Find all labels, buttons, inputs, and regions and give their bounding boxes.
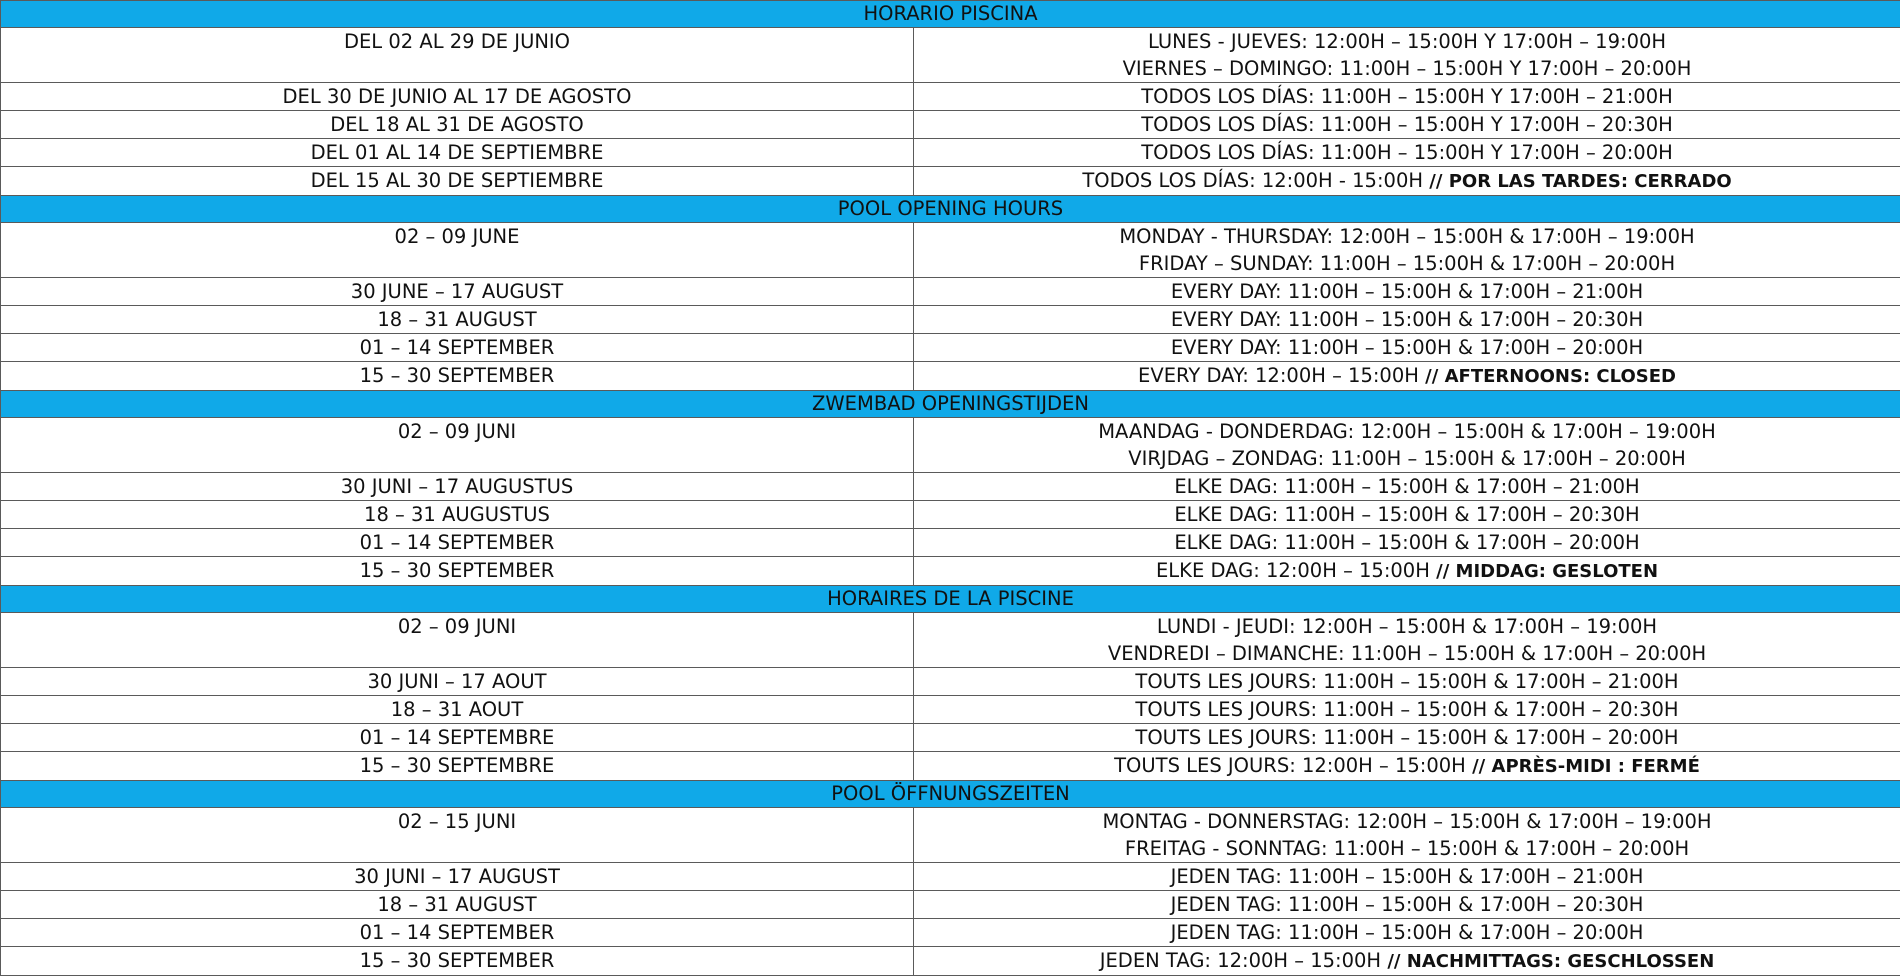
table-row: [1, 83, 1900, 111]
hours-line: [914, 55, 1900, 82]
hours-line: [914, 111, 1900, 138]
date-range-cell: DEL 02 AL 29 DE JUNIO: [1, 28, 914, 83]
date-range-cell: 15 – 30 SEPTEMBER: [1, 557, 914, 586]
hours-line: [914, 139, 1900, 166]
hours-line: [914, 613, 1900, 640]
hours-text: ELKE DAG: 12:00H – 15:00H: [1156, 559, 1430, 582]
hours-text: TOUTS LES JOURS: 11:00H – 15:00H & 17:00H – 20:00H: [1135, 726, 1678, 749]
table-row: [1, 501, 1900, 529]
table-row: [1, 752, 1900, 781]
hours-line: [914, 362, 1900, 390]
table-row: [1, 808, 1900, 863]
hours-line: [914, 724, 1900, 751]
closure-note: // MIDDAG: GESLOTEN: [1430, 561, 1658, 582]
hours-text: MAANDAG - DONDERDAG: 12:00H – 15:00H & 17:00H – 19:00H: [1098, 420, 1716, 443]
hours-line: [914, 250, 1900, 277]
date-range-cell: 30 JUNE – 17 AUGUST: [1, 278, 914, 306]
hours-cell: [914, 278, 1900, 306]
hours-line: [914, 919, 1900, 946]
hours-line: [914, 808, 1900, 835]
hours-text: JEDEN TAG: 11:00H – 15:00H & 17:00H – 21:00H: [1171, 865, 1644, 888]
hours-text: JEDEN TAG: 11:00H – 15:00H & 17:00H – 20:30H: [1171, 893, 1644, 916]
hours-cell: [914, 724, 1900, 752]
hours-line: [914, 863, 1900, 890]
hours-cell: [914, 947, 1900, 976]
date-range-cell: DEL 01 AL 14 DE SEPTIEMBRE: [1, 139, 914, 167]
table-row: [1, 223, 1900, 278]
hours-text: ELKE DAG: 11:00H – 15:00H & 17:00H – 20:30H: [1174, 503, 1639, 526]
hours-line: [914, 696, 1900, 723]
hours-cell: [914, 139, 1900, 167]
hours-line: [914, 529, 1900, 556]
table-row: [1, 111, 1900, 139]
date-range-cell: 18 – 31 AUGUST: [1, 306, 914, 334]
closure-note: // AFTERNOONS: CLOSED: [1419, 366, 1676, 387]
date-range-cell: 02 – 09 JUNI: [1, 613, 914, 668]
closure-note: // APRÈS-MIDI : FERMÉ: [1466, 756, 1700, 777]
section-heading: POOL OPENING HOURS: [1, 196, 1900, 223]
hours-line: [914, 28, 1900, 55]
date-range-cell: DEL 18 AL 31 DE AGOSTO: [1, 111, 914, 139]
hours-text: TODOS LOS DÍAS: 11:00H – 15:00H Y 17:00H – 20:00H: [1141, 141, 1673, 164]
hours-cell: [914, 473, 1900, 501]
section-header-row: [1, 1, 1900, 28]
hours-line: [914, 83, 1900, 110]
hours-text: EVERY DAY: 12:00H – 15:00H: [1138, 364, 1419, 387]
hours-cell: [914, 891, 1900, 919]
table-row: [1, 306, 1900, 334]
table-row: [1, 529, 1900, 557]
date-range-cell: 01 – 14 SEPTEMBER: [1, 529, 914, 557]
hours-text: LUNDI - JEUDI: 12:00H – 15:00H & 17:00H – 19:00H: [1157, 615, 1657, 638]
hours-line: [914, 167, 1900, 195]
table-row: [1, 278, 1900, 306]
hours-cell: [914, 808, 1900, 863]
date-range-cell: 15 – 30 SEPTEMBER: [1, 947, 914, 976]
hours-cell: [914, 501, 1900, 529]
hours-cell: [914, 696, 1900, 724]
section-heading: ZWEMBAD OPENINGSTIJDEN: [1, 391, 1900, 418]
hours-line: [914, 891, 1900, 918]
hours-cell: [914, 752, 1900, 781]
date-range-cell: 18 – 31 AUGUSTUS: [1, 501, 914, 529]
hours-text: TOUTS LES JOURS: 11:00H – 15:00H & 17:00H – 20:30H: [1135, 698, 1678, 721]
hours-text: ELKE DAG: 11:00H – 15:00H & 17:00H – 20:00H: [1174, 531, 1639, 554]
hours-text: TODOS LOS DÍAS: 11:00H – 15:00H Y 17:00H – 20:30H: [1141, 113, 1673, 136]
date-range-cell: 02 – 09 JUNE: [1, 223, 914, 278]
hours-text: TODOS LOS DÍAS: 12:00H - 15:00H: [1082, 169, 1423, 192]
table-row: [1, 167, 1900, 196]
pool-hours-table-body: [1, 1, 1900, 976]
table-row: [1, 473, 1900, 501]
hours-line: [914, 278, 1900, 305]
hours-text: ELKE DAG: 11:00H – 15:00H & 17:00H – 21:00H: [1174, 475, 1639, 498]
date-range-cell: 18 – 31 AUGUST: [1, 891, 914, 919]
section-heading: HORARIO PISCINA: [1, 1, 1900, 28]
closure-note: // NACHMITTAGS: GESCHLOSSEN: [1381, 951, 1714, 972]
section-heading: HORAIRES DE LA PISCINE: [1, 586, 1900, 613]
hours-line: [914, 947, 1900, 975]
hours-text: MONDAY - THURSDAY: 12:00H – 15:00H & 17:00H – 19:00H: [1119, 225, 1694, 248]
section-header-row: [1, 196, 1900, 223]
hours-line: [914, 501, 1900, 528]
table-row: [1, 362, 1900, 391]
date-range-cell: 02 – 09 JUNI: [1, 418, 914, 473]
hours-line: [914, 223, 1900, 250]
table-row: [1, 947, 1900, 976]
hours-text: LUNES - JUEVES: 12:00H – 15:00H Y 17:00H – 19:00H: [1148, 30, 1666, 53]
date-range-cell: 01 – 14 SEPTEMBRE: [1, 724, 914, 752]
hours-text: FRIDAY – SUNDAY: 11:00H – 15:00H & 17:00H – 20:00H: [1139, 252, 1675, 275]
table-row: [1, 668, 1900, 696]
date-range-cell: 01 – 14 SEPTEMBER: [1, 334, 914, 362]
section-header-row: [1, 391, 1900, 418]
hours-line: [914, 445, 1900, 472]
hours-cell: [914, 418, 1900, 473]
date-range-cell: 01 – 14 SEPTEMBER: [1, 919, 914, 947]
hours-cell: [914, 306, 1900, 334]
hours-text: JEDEN TAG: 12:00H – 15:00H: [1100, 949, 1381, 972]
hours-text: VIRJDAG – ZONDAG: 11:00H – 15:00H & 17:00H – 20:00H: [1128, 447, 1686, 470]
hours-text: TOUTS LES JOURS: 12:00H – 15:00H: [1114, 754, 1466, 777]
hours-text: EVERY DAY: 11:00H – 15:00H & 17:00H – 20:00H: [1171, 336, 1643, 359]
hours-line: [914, 473, 1900, 500]
hours-text: FREITAG - SONNTAG: 11:00H – 15:00H & 17:00H – 20:00H: [1125, 837, 1689, 860]
date-range-cell: DEL 30 DE JUNIO AL 17 DE AGOSTO: [1, 83, 914, 111]
hours-line: [914, 640, 1900, 667]
hours-line: [914, 557, 1900, 585]
table-row: [1, 919, 1900, 947]
section-header-row: [1, 586, 1900, 613]
hours-text: TOUTS LES JOURS: 11:00H – 15:00H & 17:00H – 21:00H: [1135, 670, 1678, 693]
date-range-cell: DEL 15 AL 30 DE SEPTIEMBRE: [1, 167, 914, 196]
date-range-cell: 15 – 30 SEPTEMBRE: [1, 752, 914, 781]
table-row: [1, 863, 1900, 891]
hours-cell: [914, 529, 1900, 557]
date-range-cell: 02 – 15 JUNI: [1, 808, 914, 863]
hours-cell: [914, 919, 1900, 947]
table-row: [1, 613, 1900, 668]
hours-cell: [914, 613, 1900, 668]
hours-text: VENDREDI – DIMANCHE: 11:00H – 15:00H & 17:00H – 20:00H: [1108, 642, 1706, 665]
hours-line: [914, 334, 1900, 361]
hours-line: [914, 306, 1900, 333]
hours-text: TODOS LOS DÍAS: 11:00H – 15:00H Y 17:00H – 21:00H: [1141, 85, 1673, 108]
hours-cell: [914, 167, 1900, 196]
closure-note: // POR LAS TARDES: CERRADO: [1423, 171, 1732, 192]
hours-text: JEDEN TAG: 11:00H – 15:00H & 17:00H – 20:00H: [1171, 921, 1644, 944]
hours-cell: [914, 223, 1900, 278]
hours-cell: [914, 28, 1900, 83]
date-range-cell: 18 – 31 AOUT: [1, 696, 914, 724]
hours-cell: [914, 668, 1900, 696]
hours-cell: [914, 557, 1900, 586]
date-range-cell: 30 JUNI – 17 AUGUSTUS: [1, 473, 914, 501]
hours-cell: [914, 83, 1900, 111]
hours-line: [914, 752, 1900, 780]
section-header-row: [1, 781, 1900, 808]
date-range-cell: 15 – 30 SEPTEMBER: [1, 362, 914, 391]
table-row: [1, 139, 1900, 167]
hours-line: [914, 668, 1900, 695]
hours-cell: [914, 111, 1900, 139]
table-row: [1, 557, 1900, 586]
hours-cell: [914, 863, 1900, 891]
hours-line: [914, 835, 1900, 862]
table-row: [1, 28, 1900, 83]
hours-line: [914, 418, 1900, 445]
table-row: [1, 891, 1900, 919]
date-range-cell: 30 JUNI – 17 AOUT: [1, 668, 914, 696]
hours-text: MONTAG - DONNERSTAG: 12:00H – 15:00H & 17:00H – 19:00H: [1102, 810, 1711, 833]
section-heading: POOL ÖFFNUNGSZEITEN: [1, 781, 1900, 808]
hours-cell: [914, 362, 1900, 391]
table-row: [1, 418, 1900, 473]
hours-text: VIERNES – DOMINGO: 11:00H – 15:00H Y 17:00H – 20:00H: [1123, 57, 1692, 80]
table-row: [1, 724, 1900, 752]
hours-cell: [914, 334, 1900, 362]
table-row: [1, 696, 1900, 724]
date-range-cell: 30 JUNI – 17 AUGUST: [1, 863, 914, 891]
hours-text: EVERY DAY: 11:00H – 15:00H & 17:00H – 21:00H: [1171, 280, 1643, 303]
table-row: [1, 334, 1900, 362]
hours-text: EVERY DAY: 11:00H – 15:00H & 17:00H – 20:30H: [1171, 308, 1643, 331]
